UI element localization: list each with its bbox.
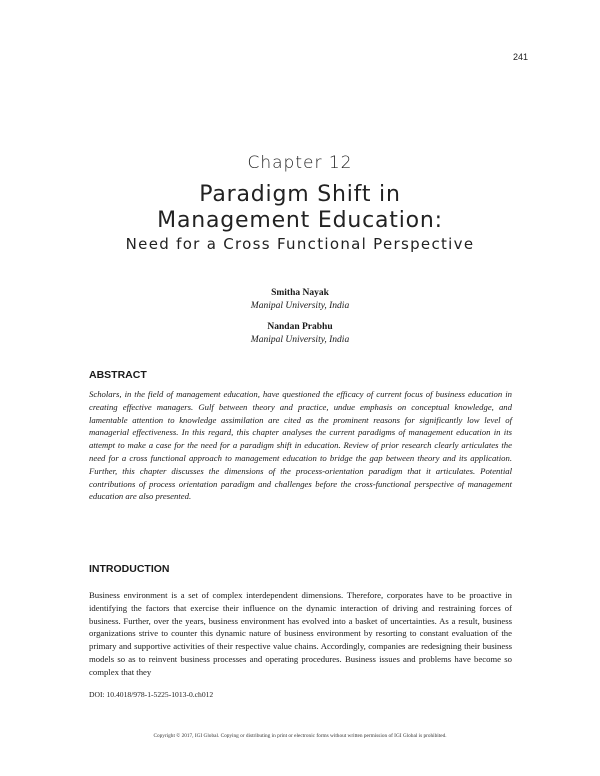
author-affiliation: Manipal University, India: [250, 301, 350, 311]
introduction-text: Business environment is a set of complex interdependent dimensions. Therefore, corporates have to be proactive in identifying the factors that exercise their influence on the dynamic interaction of driving and restraining forces of business. Further, over the years, business environment has evolved into a basket of uncertainties. As a result, business organizations strive to counter this dynamic nature of business environment by resorting to constant evaluation of the primary and supportive activities of their respective value chains. Accordingly, companies are redesigning their business models so as to reinvent business processes and operating procedures. Business issues and problems have become so complex that they: [89, 590, 512, 677]
chapter-label: Chapter 12: [247, 153, 353, 173]
page-number: 241: [512, 52, 528, 62]
author-name: Smitha Nayak: [271, 288, 329, 298]
abstract-text: Scholars, in the field of management education, have questioned the efficacy of current focus of business education in creating effective managers. Gulf between theory and practice, undue emphasis on conceptual knowledge, and lamentable attention to knowledge assimilation are cited as the prominent reasons for significantly low level of managerial effectiveness. In this regard, this chapter analyses the current paradigms of management education in its attempt to make a case for the need for a paradigm shift in education. Review of prior research clearly articulates the need for a cross functional approach to management education to bridge the gap between theory and its application. Further, this chapter discusses the dimensions of the process-orientation paradigm that it articulates. Potential contributions of process orientation paradigm and challenges before the cross-functional perspective of management education are also presented.: [89, 389, 512, 502]
chapter-title-line-1: Paradigm Shift in: [199, 182, 401, 207]
introduction-heading: INTRODUCTION: [89, 563, 170, 575]
copyright-footer: Copyright © 2017, IGI Global. Copying or distributing in print or electronic forms without written permission of IGI Global is prohibited.: [153, 733, 447, 739]
chapter-subtitle: Need for a Cross Functional Perspective: [125, 235, 475, 253]
chapter-header: [0, 153, 600, 253]
chapter-title-line-2: Management Education:: [157, 208, 443, 233]
author-affiliation: Manipal University, India: [250, 335, 350, 345]
author-name: Nandan Prabhu: [267, 322, 333, 332]
author-block: [0, 321, 600, 347]
abstract-heading: ABSTRACT: [89, 369, 147, 381]
author-block: [0, 287, 600, 313]
author-list: [0, 287, 600, 347]
doi-line: DOI: 10.4018/978-1-5225-1013-0.ch012: [89, 690, 214, 699]
